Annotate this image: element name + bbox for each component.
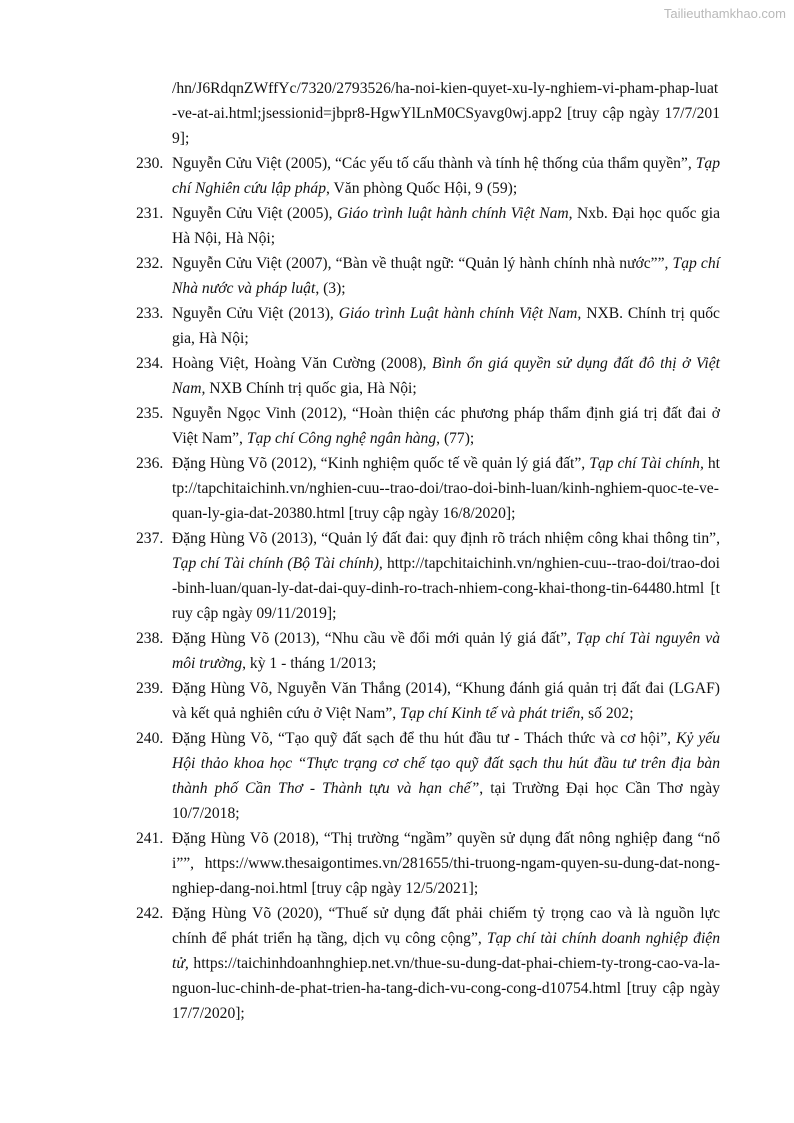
reference-number: 236.	[136, 455, 164, 472]
reference-text: , (77);	[436, 430, 475, 447]
reference-text: Đặng Hùng Võ (2020), “Thuế sử dụng đất phải chiếm tỷ trọng cao và là nguồn lực chính để phát triển hạ tầng, dịch vụ công cộng”,	[172, 905, 720, 947]
reference-item	[136, 451, 720, 526]
reference-title: Tạp chí Tài chính,	[589, 455, 704, 472]
reference-title: Bình ổn giá quyền sử dụng đất đô thị ở Việt Nam,	[172, 355, 720, 397]
reference-text: Nguyễn Ngọc Vinh (2012), “Hoàn thiện các phương pháp thẩm định giá trị đất đai ở Việt Nam”,	[172, 405, 720, 447]
reference-title: Tạp chí Công nghệ ngân hàng	[246, 430, 437, 447]
reference-item	[136, 251, 720, 301]
reference-title: Tạp chí Tài chính (Bộ Tài chính),	[172, 555, 383, 572]
reference-text: Nguyễn Cửu Việt (2013),	[172, 305, 339, 322]
reference-text: http://tapchitaichinh.vn/nghien-cuu--trao-doi/trao-doi-binh-luan/quan-ly-dat-dai-quy-dinh-ro-trach-nhiem-cong-khai-thong-tin-64480.html [truy cập ngày 09/11/2019];	[172, 555, 720, 622]
reference-item	[136, 76, 720, 151]
reference-item	[136, 401, 720, 451]
reference-item	[136, 901, 720, 1026]
reference-number: 234.	[136, 355, 164, 372]
reference-number: 242.	[136, 905, 164, 922]
reference-item	[136, 726, 720, 826]
reference-text: http://tapchitaichinh.vn/nghien-cuu--trao-doi/trao-doi-binh-luan/kinh-nghiem-quoc-te-ve-quan-ly-gia-dat-20380.html [truy cập ngày 16/8/2020];	[172, 455, 721, 522]
reference-title: Tạp chí tài chính doanh nghiệp điện tử,	[172, 930, 720, 972]
reference-title: Kỷ yếu Hội thảo khoa học “Thực trạng cơ chế tạo quỹ đất sạch thu hút đầu tư trên địa bàn thành phố Cần Thơ - Thành tựu và hạn chế”	[172, 730, 720, 797]
reference-text: , số 202;	[580, 705, 634, 722]
reference-number: 237.	[136, 530, 164, 547]
reference-text: , kỳ 1 - tháng 1/2013;	[242, 655, 377, 672]
reference-item	[136, 151, 720, 201]
reference-text: Đặng Hùng Võ (2012), “Kinh nghiệm quốc tế về quản lý giá đất”,	[172, 455, 590, 472]
reference-item	[136, 351, 720, 401]
reference-item	[136, 826, 720, 901]
reference-title: Tạp chí Kinh tế và phát triển	[400, 705, 581, 722]
reference-text: Đặng Hùng Võ (2013), “Nhu cầu về đổi mới quản lý giá đất”,	[172, 630, 577, 647]
watermark: Tailieuthamkhao.com	[663, 6, 786, 21]
reference-text: , tại Trường Đại học Cần Thơ ngày 10/7/2018;	[172, 780, 721, 822]
reference-text: Nguyễn Cửu Việt (2007), “Bàn về thuật ngữ: “Quản lý hành chính nhà nước””,	[172, 255, 673, 272]
reference-text: Đặng Hùng Võ (2018), “Thị trường “ngầm” quyền sử dụng đất nông nghiệp đang “nổi””, https://www.thesaigontimes.vn/281655/thi-truong-ngam-quyen-su-dung-dat-nong-nghiep-dang-noi.html [truy cập ngày 12/5/2021];	[172, 830, 720, 897]
reference-text: Nguyễn Cửu Việt (2005), “Các yếu tố cấu thành và tính hệ thống của thẩm quyền”,	[172, 155, 696, 172]
reference-text: Đặng Hùng Võ (2013), “Quản lý đất đai: quy định rõ trách nhiệm công khai thông tin”,	[172, 530, 720, 547]
reference-number: 238.	[136, 630, 164, 647]
reference-text: Đặng Hùng Võ, Nguyễn Văn Thắng (2014), “Khung đánh giá quản trị đất đai (LGAF) và kết quả nghiên cứu ở Việt Nam”,	[172, 680, 720, 722]
reference-text: Hoàng Việt, Hoàng Văn Cường (2008),	[172, 355, 432, 372]
reference-number: 240.	[136, 730, 164, 747]
reference-number: 232.	[136, 255, 164, 272]
reference-item	[136, 526, 720, 626]
reference-title: Tạp chí Nghiên cứu lập pháp	[172, 155, 720, 197]
reference-text: Nxb. Đại học quốc gia Hà Nội, Hà Nội;	[172, 205, 720, 247]
reference-text: , (3);	[315, 280, 346, 297]
reference-text: Nguyễn Cửu Việt (2005),	[172, 205, 337, 222]
reference-title: Giáo trình Luật hành chính Việt Nam,	[338, 305, 582, 322]
reference-text: NXB Chính trị quốc gia, Hà Nội;	[205, 380, 417, 397]
reference-list	[136, 76, 720, 1026]
reference-number: 241.	[136, 830, 164, 847]
reference-title: Tạp chí Nhà nước và pháp luật	[172, 255, 720, 297]
reference-text: Đặng Hùng Võ, “Tạo quỹ đất sạch để thu hút đầu tư - Thách thức và cơ hội”,	[172, 730, 677, 747]
reference-text: /hn/J6RdqnZWffYc/7320/2793526/ha-noi-kien-quyet-xu-ly-nghiem-vi-pham-phap-luat-ve-at-ai.html;jsessionid=jbpr8-HgwYlLnM0CSyavg0wj.app2 [truy cập ngày 17/7/2019];	[172, 80, 720, 147]
reference-number: 231.	[136, 205, 164, 222]
reference-text: NXB. Chính trị quốc gia, Hà Nội;	[172, 305, 720, 347]
reference-text: https://taichinhdoanhnghiep.net.vn/thue-su-dung-dat-phai-chiem-ty-trong-cao-va-la-nguon-luc-chinh-de-phat-trien-ha-tang-dich-vu-cong-cong-d10754.html [truy cập ngày 17/7/2020];	[172, 955, 720, 1022]
reference-item	[136, 201, 720, 251]
reference-item	[136, 301, 720, 351]
reference-number: 235.	[136, 405, 164, 422]
reference-title: Tạp chí Tài nguyên và môi trường	[172, 630, 720, 672]
reference-text: , Văn phòng Quốc Hội, 9 (59);	[326, 180, 518, 197]
reference-number: 230.	[136, 155, 164, 172]
reference-item	[136, 626, 720, 676]
reference-number: 239.	[136, 680, 164, 697]
reference-item	[136, 676, 720, 726]
reference-number: 233.	[136, 305, 164, 322]
reference-title: Giáo trình luật hành chính Việt Nam,	[336, 205, 573, 222]
